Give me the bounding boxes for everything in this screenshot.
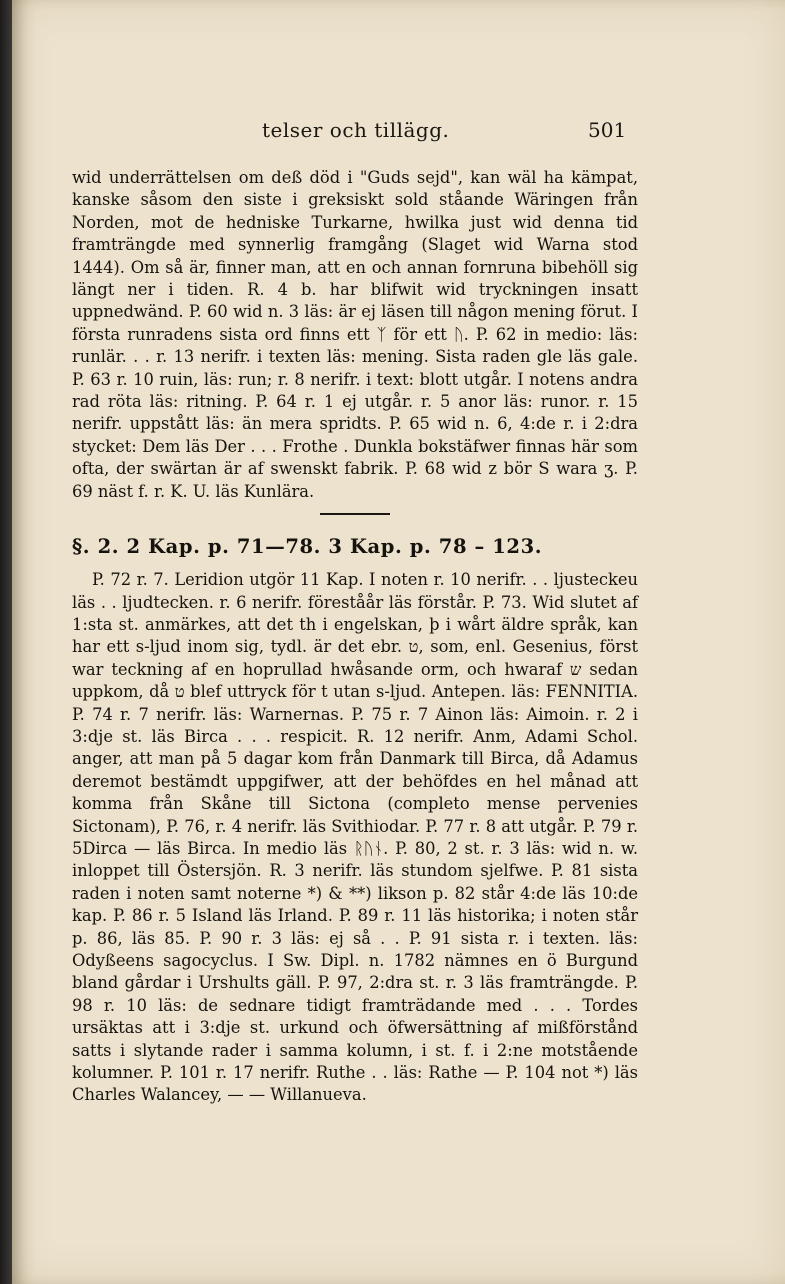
running-title: telser och tillägg.	[262, 118, 450, 142]
section-divider	[320, 513, 390, 515]
paragraph-corrections-1: wid underrättelsen om deß död i "Guds sejd", kan wäl ha kämpat, kanske såsom den siste i greksiskt sold ståande Wäringen från Norden, mot de hedniske Turkarne, hwilka just wid denna tid framträngde med synnerlig framgång (Slaget wid Warna stod 1444). Om så är, finner man, att en och annan fornruna bibehöll sig längt ner i tiden. R. 4 b. har blifwit wid tryckningen insatt uppnedwänd. P. 60 wid n. 3 läs: är ej läsen till någon mening förut. I första runradens sista ord finns ett ᛉ för ett ᚢ. P. 62 in medio: läs: runlär. . . r. 13 nerifr. i texten läs: mening. Sista raden gle läs gale. P. 63 r. 10 ruin, läs: run; r. 8 nerifr. i text: blott utgår. I notens andra rad röta läs: ritning. P. 64 r. 1 ej utgår. r. 5 anor läs: runor. r. 15 nerifr. uppstått läs: än mera spridts. P. 65 wid n. 6, 4:de r. i 2:dra stycket: Dem läs Der . . . Frothe . Dunkla bokstäfwer finnas här som ofta, der swärtan är af swenskt fabrik. P. 68 wid z bör S wara ʒ. P. 69 näst f. r. K. U. läs Kunlära.	[72, 168, 638, 501]
book-page	[12, 0, 785, 1284]
paragraph-corrections-2: P. 72 r. 7. Leridion utgör 11 Kap. I noten r. 10 nerifr. . . ljusteckeu läs . . ljudtecken. r. 6 nerifr. föreståår läs förstår. P. 73. Wid slutet af 1:sta st. anmärkes, att det th i engelskan, þ i wårt äldre språk, kan har ett s-ljud inom sig, tydl. är det ebr. ט, som, enl. Gesenius, först war teckning af en hoprullad hwåsande orm, och hwaraf ש sedan uppkom, då ט blef uttryck för t utan s-ljud. Antepen. läs: FENNITIA. P. 74 r. 7 nerifr. läs: Warnernas. P. 75 r. 7 Ainon läs: Aimoin. r. 2 i 3:dje st. läs Birca . . . respicit. R. 12 nerifr. Anm, Adami Schol. anger, att man på 5 dagar kom från Danmark till Birca, då Adamus deremot bestämdt uppgifwer, att der behöfdes en hel månad att komma från Skåne till Sictona (completo mense pervenies Sictonam), P. 76, r. 4 nerifr. läs Svithiodar. P. 77 r. 8 att utgår. P. 79 r. 5Dirca — läs Birca. In medio läs ᚱᚢᚾ. P. 80, 2 st. r. 3 läs: wid n. w. inloppet till Östersjön. R. 3 nerifr. läs stundom sjelfwe. P. 81 sista raden i noten samt noterne *) & **) likson p. 82 står 4:de läs 10:de kap. P. 86 r. 5 Island läs Irland. P. 89 r. 11 läs historika; i noten står p. 86, läs 85. P. 90 r. 3 läs: ej så . . P. 91 sista r. i texten. läs: Odyßeens sagocyclus. I Sw. Dipl. n. 1782 nämnes en ö Burgund bland gårdar i Urshults gäll. P. 97, 2:dra st. r. 3 läs framträngde. P. 98 r. 10 läs: de sednare tidigt framträdande med . . . Tordes ursäktas att i 3:dje st. urkund och öfwersättning af mißförstånd satts i slytande rader i samma kolumn, i st. f. i 2:ne motstående kolumner. P. 101 r. 17 nerifr. Ruthe . . läs: Rathe — P. 104 not *) läs Charles Walancey, — — Willanueva.	[72, 570, 638, 1105]
running-header	[12, 118, 785, 148]
book-binding-edge	[0, 0, 12, 1284]
page-number: 501	[588, 118, 627, 142]
body-text	[72, 167, 638, 1107]
section-heading: §. 2. 2 Kap. p. 71—78. 3 Kap. p. 78 – 123.	[72, 535, 543, 559]
